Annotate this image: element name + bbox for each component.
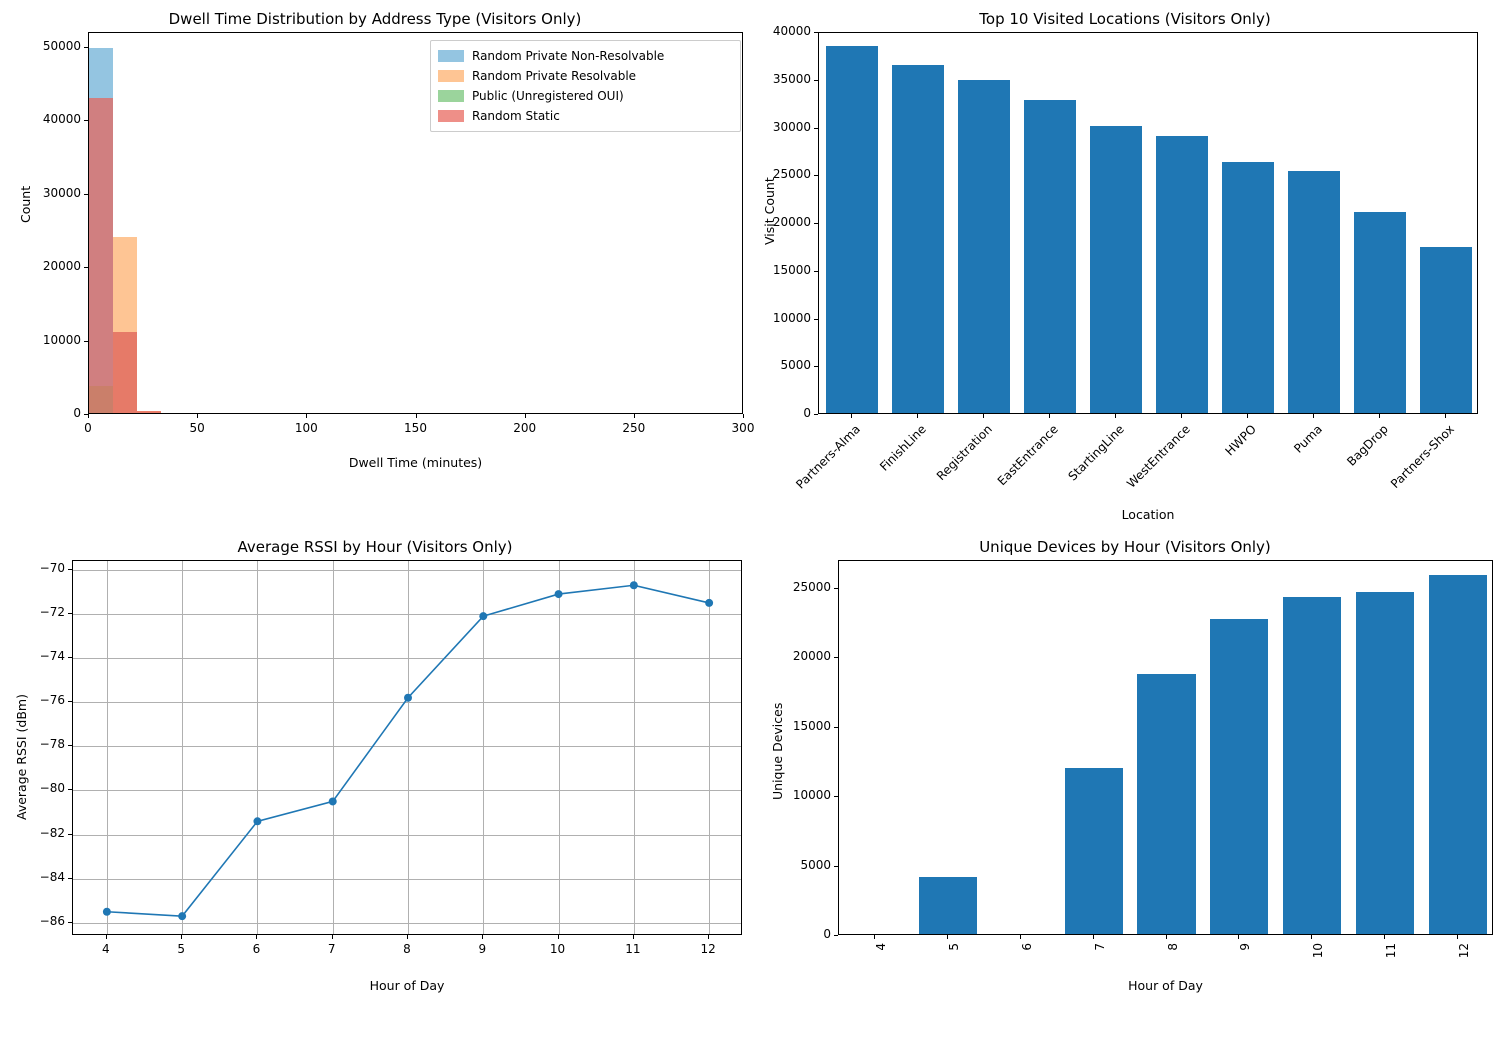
y-axis-label: Unique Devices — [770, 703, 785, 800]
x-tick-label: 0 — [58, 421, 118, 435]
y-tick-mark — [814, 366, 818, 367]
y-tick-label: 25000 — [778, 580, 831, 594]
chart-title: Unique Devices by Hour (Visitors Only) — [750, 538, 1500, 556]
x-axis-label: Location — [818, 507, 1478, 522]
legend-swatch — [438, 90, 464, 102]
plot-area-top-locations — [818, 32, 1478, 414]
bar — [992, 934, 1050, 935]
bar — [1222, 162, 1275, 414]
y-tick-mark — [84, 341, 88, 342]
x-tick-label: 200 — [495, 421, 555, 435]
panel-top-locations — [750, 0, 1500, 530]
x-tick-mark — [1313, 414, 1314, 418]
y-tick-mark — [68, 701, 72, 702]
x-tick-mark — [947, 935, 948, 939]
x-tick-mark — [332, 935, 333, 939]
y-tick-mark — [814, 319, 818, 320]
y-tick-label: 40000 — [758, 24, 811, 38]
plot-area-unique-devices — [838, 560, 1493, 935]
y-tick-mark — [814, 223, 818, 224]
y-tick-mark — [834, 935, 838, 936]
x-tick-mark — [983, 414, 984, 418]
y-tick-label: 0 — [758, 406, 811, 420]
x-tick-label: 6 — [226, 942, 286, 956]
y-tick-mark — [68, 834, 72, 835]
x-tick-mark — [106, 935, 107, 939]
x-tick-label: Puma — [1216, 422, 1325, 531]
y-tick-label: 40000 — [26, 112, 81, 126]
y-tick-label: 20000 — [26, 259, 81, 273]
x-tick-label: 4 — [874, 943, 888, 1043]
x-tick-label: Registration — [886, 422, 995, 531]
y-tick-label: 15000 — [778, 719, 831, 733]
y-tick-mark — [814, 271, 818, 272]
x-tick-mark — [708, 935, 709, 939]
y-tick-mark — [814, 414, 818, 415]
x-tick-label: 5 — [151, 942, 211, 956]
plot-area-avg-rssi — [72, 560, 742, 935]
y-tick-label: −70 — [14, 561, 65, 575]
y-tick-label: −76 — [14, 693, 65, 707]
x-tick-label: 50 — [167, 421, 227, 435]
y-tick-mark — [84, 267, 88, 268]
x-tick-mark — [743, 414, 744, 418]
panel-avg-rssi — [0, 530, 750, 1000]
x-tick-mark — [1457, 935, 1458, 939]
x-tick-label: 150 — [386, 421, 446, 435]
x-tick-mark — [407, 935, 408, 939]
x-tick-label: 12 — [678, 942, 738, 956]
x-tick-label: FinishLine — [820, 422, 929, 531]
histogram-bar — [113, 332, 137, 414]
x-tick-label: EastEntrance — [952, 422, 1061, 531]
y-tick-mark — [834, 657, 838, 658]
y-tick-mark — [834, 727, 838, 728]
y-tick-label: 10000 — [26, 333, 81, 347]
bar — [1065, 768, 1123, 935]
legend-row — [438, 46, 733, 66]
legend-row — [438, 86, 733, 106]
x-tick-label: 8 — [377, 942, 437, 956]
x-tick-mark — [1166, 935, 1167, 939]
x-tick-label: 250 — [604, 421, 664, 435]
y-tick-label: 15000 — [758, 263, 811, 277]
y-tick-label: −84 — [14, 870, 65, 884]
legend-swatch — [438, 70, 464, 82]
x-tick-label: StartingLine — [1018, 422, 1127, 531]
x-tick-label: HWPO — [1150, 422, 1259, 531]
bar — [1156, 136, 1209, 414]
bar — [1429, 575, 1487, 935]
y-tick-mark — [84, 47, 88, 48]
x-tick-label: 12 — [1457, 943, 1471, 1043]
x-tick-mark — [181, 935, 182, 939]
legend-label: Public (Unregistered OUI) — [472, 89, 624, 103]
y-tick-label: 0 — [778, 927, 831, 941]
x-tick-label: 10 — [1311, 943, 1325, 1043]
y-tick-mark — [68, 613, 72, 614]
y-tick-mark — [814, 32, 818, 33]
y-tick-label: −78 — [14, 737, 65, 751]
x-tick-mark — [306, 414, 307, 418]
x-tick-mark — [1020, 935, 1021, 939]
bar — [1420, 247, 1473, 414]
bar — [919, 877, 977, 935]
x-tick-label: 9 — [452, 942, 512, 956]
x-tick-label: Partners-Alma — [754, 422, 863, 531]
bar — [958, 80, 1011, 414]
bar — [1354, 212, 1407, 414]
y-tick-mark — [84, 194, 88, 195]
x-tick-mark — [525, 414, 526, 418]
x-tick-mark — [558, 935, 559, 939]
x-tick-label: 5 — [947, 943, 961, 1043]
x-tick-mark — [1311, 935, 1312, 939]
x-tick-label: 11 — [603, 942, 663, 956]
y-tick-mark — [68, 569, 72, 570]
x-tick-mark — [1247, 414, 1248, 418]
x-tick-mark — [851, 414, 852, 418]
x-tick-mark — [917, 414, 918, 418]
x-tick-label: 4 — [76, 942, 136, 956]
x-tick-mark — [1181, 414, 1182, 418]
y-axis-label: Visit Count — [762, 177, 777, 245]
x-tick-mark — [634, 414, 635, 418]
bar — [1137, 674, 1195, 935]
y-tick-mark — [84, 414, 88, 415]
y-tick-mark — [68, 657, 72, 658]
y-axis-label: Count — [18, 186, 33, 223]
x-tick-label: 6 — [1020, 943, 1034, 1043]
y-tick-label: 25000 — [758, 167, 811, 181]
y-tick-label: 20000 — [758, 215, 811, 229]
y-tick-label: 10000 — [758, 311, 811, 325]
x-tick-mark — [197, 414, 198, 418]
y-tick-mark — [68, 745, 72, 746]
y-tick-label: −86 — [14, 914, 65, 928]
x-tick-label: 11 — [1384, 943, 1398, 1043]
x-tick-label: WestEntrance — [1084, 422, 1193, 531]
x-axis-label: Dwell Time (minutes) — [88, 455, 743, 470]
panel-unique-devices — [750, 530, 1500, 1000]
legend-swatch — [438, 50, 464, 62]
x-tick-mark — [88, 414, 89, 418]
x-tick-mark — [1049, 414, 1050, 418]
x-tick-mark — [1115, 414, 1116, 418]
y-tick-label: 5000 — [778, 858, 831, 872]
y-tick-mark — [834, 796, 838, 797]
bar — [1024, 100, 1077, 414]
x-tick-mark — [1379, 414, 1380, 418]
x-tick-label: 7 — [302, 942, 362, 956]
x-tick-label: 10 — [528, 942, 588, 956]
y-tick-mark — [814, 80, 818, 81]
y-tick-mark — [68, 922, 72, 923]
x-tick-label: 9 — [1238, 943, 1252, 1043]
y-tick-mark — [814, 175, 818, 176]
y-tick-label: −82 — [14, 826, 65, 840]
x-tick-mark — [1384, 935, 1385, 939]
bar — [1210, 619, 1268, 935]
y-tick-label: 35000 — [758, 72, 811, 86]
x-tick-label: 100 — [276, 421, 336, 435]
chart-title: Dwell Time Distribution by Address Type (Visitors Only) — [0, 10, 750, 28]
panel-dwell-time-histogram — [0, 0, 750, 500]
y-tick-label: 10000 — [778, 788, 831, 802]
bar — [1283, 597, 1341, 935]
y-tick-label: 30000 — [758, 120, 811, 134]
x-tick-label: 7 — [1093, 943, 1107, 1043]
histogram-bar — [89, 98, 113, 414]
x-tick-mark — [482, 935, 483, 939]
chart-title: Top 10 Visited Locations (Visitors Only) — [750, 10, 1500, 28]
y-tick-mark — [68, 878, 72, 879]
x-axis-label: Hour of Day — [838, 978, 1493, 993]
y-tick-mark — [814, 128, 818, 129]
bar — [826, 46, 879, 414]
x-tick-label: Partners-Shox — [1348, 422, 1457, 531]
y-tick-mark — [68, 789, 72, 790]
chart-title: Average RSSI by Hour (Visitors Only) — [0, 538, 750, 556]
x-tick-mark — [1238, 935, 1239, 939]
x-tick-label: 8 — [1166, 943, 1180, 1043]
x-tick-label: BagDrop — [1282, 422, 1391, 531]
x-axis-label: Hour of Day — [72, 978, 742, 993]
y-tick-label: −72 — [14, 605, 65, 619]
y-tick-mark — [84, 120, 88, 121]
y-axis-label: Average RSSI (dBm) — [14, 694, 29, 820]
histogram-bar — [137, 411, 161, 414]
y-tick-mark — [834, 588, 838, 589]
bar — [1288, 171, 1341, 414]
legend-label: Random Private Resolvable — [472, 69, 636, 83]
y-tick-label: 5000 — [758, 358, 811, 372]
x-tick-mark — [1445, 414, 1446, 418]
x-tick-label: 300 — [713, 421, 773, 435]
bar — [892, 65, 945, 415]
bar — [1356, 592, 1414, 935]
legend-row — [438, 106, 733, 126]
y-tick-mark — [834, 866, 838, 867]
x-tick-mark — [256, 935, 257, 939]
rssi-line-series — [73, 561, 742, 935]
legend-label: Random Static — [472, 109, 560, 123]
y-tick-label: 20000 — [778, 649, 831, 663]
x-tick-mark — [874, 935, 875, 939]
y-tick-label: −80 — [14, 781, 65, 795]
y-tick-label: 30000 — [26, 186, 81, 200]
x-tick-mark — [1093, 935, 1094, 939]
legend-row — [438, 66, 733, 86]
legend-address-type — [430, 40, 741, 132]
legend-swatch — [438, 110, 464, 122]
y-tick-label: −74 — [14, 649, 65, 663]
y-tick-label: 0 — [26, 406, 81, 420]
y-tick-label: 50000 — [26, 39, 81, 53]
x-tick-mark — [416, 414, 417, 418]
x-tick-mark — [633, 935, 634, 939]
bar — [1090, 126, 1143, 414]
legend-label: Random Private Non-Resolvable — [472, 49, 664, 63]
